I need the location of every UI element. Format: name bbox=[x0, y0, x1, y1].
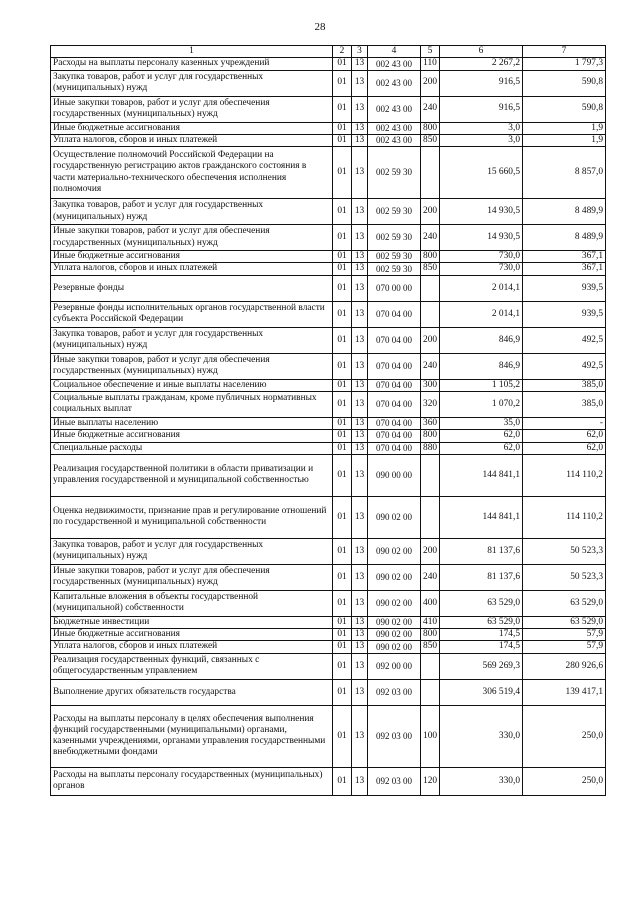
cell-amount-fact: 280 926,6 bbox=[523, 653, 606, 679]
cell-section: 01 bbox=[333, 379, 352, 391]
cell-expense-type: 240 bbox=[421, 353, 440, 379]
cell-amount-fact: 114 110,2 bbox=[523, 454, 606, 496]
cell-subsection: 13 bbox=[352, 454, 368, 496]
cell-expense-type: 200 bbox=[421, 70, 440, 96]
cell-expense-type: 110 bbox=[421, 58, 440, 70]
table-row bbox=[51, 134, 606, 146]
cell-expense-type bbox=[421, 147, 440, 199]
col-header-target-article: 4 bbox=[368, 46, 421, 58]
cell-section: 01 bbox=[333, 122, 352, 134]
cell-amount-fact: 57,9 bbox=[523, 641, 606, 653]
cell-amount-fact: 62,0 bbox=[523, 430, 606, 442]
cell-target-article: 090 02 00 bbox=[368, 496, 421, 538]
cell-target-article: 002 43 00 bbox=[368, 58, 421, 70]
table-row bbox=[51, 442, 606, 454]
cell-amount-plan: 62,0 bbox=[440, 442, 523, 454]
cell-section: 01 bbox=[333, 679, 352, 705]
cell-section: 01 bbox=[333, 417, 352, 429]
cell-amount-fact: 367,1 bbox=[523, 263, 606, 275]
cell-subsection: 13 bbox=[352, 70, 368, 96]
cell-name: Уплата налогов, сборов и иных платежей bbox=[51, 641, 333, 653]
cell-expense-type: 240 bbox=[421, 96, 440, 122]
table-row bbox=[51, 653, 606, 679]
cell-amount-plan: 569 269,3 bbox=[440, 653, 523, 679]
cell-target-article: 002 59 30 bbox=[368, 225, 421, 251]
cell-section: 01 bbox=[333, 327, 352, 353]
cell-amount-fact: 1 797,3 bbox=[523, 58, 606, 70]
cell-target-article: 070 04 00 bbox=[368, 327, 421, 353]
cell-name: Реализация государственных функций, связанных с общегосударственным управлением bbox=[51, 653, 333, 679]
cell-amount-plan: 174,5 bbox=[440, 641, 523, 653]
table-row bbox=[51, 430, 606, 442]
cell-amount-fact: 8 489,9 bbox=[523, 225, 606, 251]
cell-name: Иные бюджетные ассигнования bbox=[51, 629, 333, 641]
cell-expense-type: 850 bbox=[421, 134, 440, 146]
cell-name: Резервные фонды bbox=[51, 275, 333, 301]
cell-target-article: 002 43 00 bbox=[368, 70, 421, 96]
cell-amount-fact: 590,8 bbox=[523, 96, 606, 122]
cell-subsection: 13 bbox=[352, 96, 368, 122]
page-number: 28 bbox=[314, 21, 326, 33]
cell-amount-plan: 174,5 bbox=[440, 629, 523, 641]
cell-target-article: 002 59 30 bbox=[368, 199, 421, 225]
cell-name: Уплата налогов, сборов и иных платежей bbox=[51, 263, 333, 275]
cell-name: Иные закупки товаров, работ и услуг для обеспечения государственных (муниципальных) нужд bbox=[51, 564, 333, 590]
cell-name: Закупка товаров, работ и услуг для государственных (муниципальных) нужд bbox=[51, 70, 333, 96]
table-row bbox=[51, 679, 606, 705]
cell-section: 01 bbox=[333, 301, 352, 327]
col-header-section: 2 bbox=[333, 46, 352, 58]
col-header-name: 1 bbox=[51, 46, 333, 58]
cell-target-article: 092 03 00 bbox=[368, 767, 421, 795]
cell-expense-type: 200 bbox=[421, 538, 440, 564]
cell-subsection: 13 bbox=[352, 442, 368, 454]
cell-name: Социальные выплаты гражданам, кроме публичных нормативных социальных выплат bbox=[51, 391, 333, 417]
cell-name: Капитальные вложения в объекты государственной (муниципальной) собственности bbox=[51, 590, 333, 616]
cell-amount-plan: 2 267,2 bbox=[440, 58, 523, 70]
cell-subsection: 13 bbox=[352, 327, 368, 353]
cell-expense-type bbox=[421, 454, 440, 496]
cell-subsection: 13 bbox=[352, 616, 368, 628]
table-row bbox=[51, 767, 606, 795]
cell-name: Иные бюджетные ассигнования bbox=[51, 122, 333, 134]
cell-target-article: 092 00 00 bbox=[368, 653, 421, 679]
cell-target-article: 090 00 00 bbox=[368, 454, 421, 496]
cell-amount-fact: 62,0 bbox=[523, 442, 606, 454]
cell-expense-type bbox=[421, 653, 440, 679]
cell-section: 01 bbox=[333, 430, 352, 442]
cell-subsection: 13 bbox=[352, 275, 368, 301]
cell-expense-type: 240 bbox=[421, 225, 440, 251]
cell-target-article: 070 04 00 bbox=[368, 379, 421, 391]
cell-target-article: 092 03 00 bbox=[368, 705, 421, 767]
table-row bbox=[51, 705, 606, 767]
cell-subsection: 13 bbox=[352, 496, 368, 538]
cell-amount-plan: 916,5 bbox=[440, 96, 523, 122]
cell-section: 01 bbox=[333, 96, 352, 122]
cell-expense-type: 200 bbox=[421, 327, 440, 353]
cell-amount-fact: 385,0 bbox=[523, 379, 606, 391]
cell-amount-plan: 81 137,6 bbox=[440, 538, 523, 564]
cell-name: Закупка товаров, работ и услуг для государственных (муниципальных) нужд bbox=[51, 327, 333, 353]
cell-target-article: 090 02 00 bbox=[368, 590, 421, 616]
cell-target-article: 070 04 00 bbox=[368, 430, 421, 442]
table-row bbox=[51, 225, 606, 251]
cell-amount-fact: 385,0 bbox=[523, 391, 606, 417]
cell-subsection: 13 bbox=[352, 629, 368, 641]
cell-section: 01 bbox=[333, 538, 352, 564]
cell-name: Иные закупки товаров, работ и услуг для обеспечения государственных (муниципальных) нужд bbox=[51, 96, 333, 122]
cell-subsection: 13 bbox=[352, 225, 368, 251]
header-row bbox=[51, 46, 606, 58]
cell-target-article: 090 02 00 bbox=[368, 616, 421, 628]
cell-target-article: 070 04 00 bbox=[368, 442, 421, 454]
cell-section: 01 bbox=[333, 275, 352, 301]
table-row bbox=[51, 353, 606, 379]
cell-subsection: 13 bbox=[352, 590, 368, 616]
cell-section: 01 bbox=[333, 251, 352, 263]
cell-subsection: 13 bbox=[352, 58, 368, 70]
cell-section: 01 bbox=[333, 225, 352, 251]
cell-section: 01 bbox=[333, 564, 352, 590]
table-row bbox=[51, 391, 606, 417]
cell-section: 01 bbox=[333, 442, 352, 454]
cell-expense-type bbox=[421, 679, 440, 705]
cell-expense-type: 360 bbox=[421, 417, 440, 429]
cell-section: 01 bbox=[333, 70, 352, 96]
table-row bbox=[51, 564, 606, 590]
cell-subsection: 13 bbox=[352, 199, 368, 225]
cell-target-article: 090 02 00 bbox=[368, 538, 421, 564]
budget-table bbox=[50, 45, 606, 796]
cell-expense-type: 850 bbox=[421, 263, 440, 275]
cell-amount-plan: 730,0 bbox=[440, 263, 523, 275]
table-row bbox=[51, 616, 606, 628]
cell-name: Закупка товаров, работ и услуг для государственных (муниципальных) нужд bbox=[51, 538, 333, 564]
cell-expense-type: 800 bbox=[421, 430, 440, 442]
cell-amount-fact: 939,5 bbox=[523, 301, 606, 327]
cell-name: Расходы на выплаты персоналу государственных (муниципальных) органов bbox=[51, 767, 333, 795]
cell-expense-type bbox=[421, 496, 440, 538]
table-row bbox=[51, 263, 606, 275]
cell-amount-plan: 846,9 bbox=[440, 353, 523, 379]
cell-amount-fact: 50 523,3 bbox=[523, 564, 606, 590]
cell-amount-plan: 3,0 bbox=[440, 122, 523, 134]
cell-target-article: 002 59 30 bbox=[368, 251, 421, 263]
cell-subsection: 13 bbox=[352, 251, 368, 263]
cell-amount-plan: 306 519,4 bbox=[440, 679, 523, 705]
cell-subsection: 13 bbox=[352, 379, 368, 391]
cell-amount-fact: 250,0 bbox=[523, 705, 606, 767]
cell-amount-plan: 63 529,0 bbox=[440, 616, 523, 628]
cell-subsection: 13 bbox=[352, 641, 368, 653]
cell-amount-plan: 2 014,1 bbox=[440, 275, 523, 301]
cell-section: 01 bbox=[333, 454, 352, 496]
cell-expense-type: 240 bbox=[421, 564, 440, 590]
cell-subsection: 13 bbox=[352, 653, 368, 679]
table-row bbox=[51, 70, 606, 96]
table-row bbox=[51, 96, 606, 122]
table-row bbox=[51, 251, 606, 263]
cell-amount-fact: 590,8 bbox=[523, 70, 606, 96]
cell-amount-fact: - bbox=[523, 417, 606, 429]
cell-name: Иные закупки товаров, работ и услуг для обеспечения государственных (муниципальных) нужд bbox=[51, 353, 333, 379]
cell-target-article: 092 03 00 bbox=[368, 679, 421, 705]
cell-amount-fact: 492,5 bbox=[523, 327, 606, 353]
cell-subsection: 13 bbox=[352, 147, 368, 199]
cell-amount-plan: 330,0 bbox=[440, 767, 523, 795]
cell-amount-plan: 81 137,6 bbox=[440, 564, 523, 590]
cell-expense-type: 880 bbox=[421, 442, 440, 454]
cell-subsection: 13 bbox=[352, 122, 368, 134]
cell-name: Социальное обеспечение и иные выплаты населению bbox=[51, 379, 333, 391]
cell-subsection: 13 bbox=[352, 767, 368, 795]
col-header-amount-fact: 7 bbox=[523, 46, 606, 58]
cell-subsection: 13 bbox=[352, 391, 368, 417]
cell-name: Иные закупки товаров, работ и услуг для обеспечения государственных (муниципальных) нужд bbox=[51, 225, 333, 251]
cell-name: Расходы на выплаты персоналу в целях обеспечения выполнения функций государственными (муниципальными) органами, казенными учреждениями, органами управления государственными внебюджетными фондами bbox=[51, 705, 333, 767]
table-row bbox=[51, 496, 606, 538]
col-header-expense-type: 5 bbox=[421, 46, 440, 58]
cell-amount-plan: 144 841,1 bbox=[440, 496, 523, 538]
cell-expense-type: 410 bbox=[421, 616, 440, 628]
cell-name: Выполнение других обязательств государства bbox=[51, 679, 333, 705]
cell-target-article: 070 04 00 bbox=[368, 301, 421, 327]
cell-section: 01 bbox=[333, 391, 352, 417]
cell-name: Иные бюджетные ассигнования bbox=[51, 251, 333, 263]
cell-amount-plan: 330,0 bbox=[440, 705, 523, 767]
cell-section: 01 bbox=[333, 353, 352, 379]
cell-target-article: 002 59 30 bbox=[368, 263, 421, 275]
table-row bbox=[51, 122, 606, 134]
cell-amount-plan: 730,0 bbox=[440, 251, 523, 263]
cell-name: Бюджетные инвестиции bbox=[51, 616, 333, 628]
cell-section: 01 bbox=[333, 263, 352, 275]
cell-subsection: 13 bbox=[352, 353, 368, 379]
cell-amount-fact: 250,0 bbox=[523, 767, 606, 795]
table-row bbox=[51, 147, 606, 199]
cell-amount-plan: 846,9 bbox=[440, 327, 523, 353]
cell-name: Расходы на выплаты персоналу казенных учреждений bbox=[51, 58, 333, 70]
col-header-subsection: 3 bbox=[352, 46, 368, 58]
cell-target-article: 070 00 00 bbox=[368, 275, 421, 301]
table-row bbox=[51, 454, 606, 496]
cell-section: 01 bbox=[333, 641, 352, 653]
cell-name: Реализация государственной политики в области приватизации и управления государственной и муниципальной собственностью bbox=[51, 454, 333, 496]
cell-expense-type: 800 bbox=[421, 629, 440, 641]
cell-amount-fact: 50 523,3 bbox=[523, 538, 606, 564]
cell-section: 01 bbox=[333, 616, 352, 628]
cell-amount-fact: 63 529,0 bbox=[523, 616, 606, 628]
cell-subsection: 13 bbox=[352, 263, 368, 275]
cell-section: 01 bbox=[333, 653, 352, 679]
cell-amount-fact: 1,9 bbox=[523, 134, 606, 146]
cell-section: 01 bbox=[333, 767, 352, 795]
cell-target-article: 090 02 00 bbox=[368, 564, 421, 590]
cell-amount-plan: 15 660,5 bbox=[440, 147, 523, 199]
cell-target-article: 002 43 00 bbox=[368, 96, 421, 122]
cell-subsection: 13 bbox=[352, 705, 368, 767]
table-row bbox=[51, 199, 606, 225]
cell-section: 01 bbox=[333, 629, 352, 641]
cell-expense-type: 100 bbox=[421, 705, 440, 767]
cell-amount-fact: 63 529,0 bbox=[523, 590, 606, 616]
cell-amount-fact: 939,5 bbox=[523, 275, 606, 301]
cell-expense-type: 800 bbox=[421, 122, 440, 134]
table-row bbox=[51, 538, 606, 564]
cell-amount-fact: 492,5 bbox=[523, 353, 606, 379]
table-row bbox=[51, 327, 606, 353]
cell-subsection: 13 bbox=[352, 538, 368, 564]
cell-name: Уплата налогов, сборов и иных платежей bbox=[51, 134, 333, 146]
table-row bbox=[51, 590, 606, 616]
cell-section: 01 bbox=[333, 134, 352, 146]
cell-target-article: 090 02 00 bbox=[368, 641, 421, 653]
table-row bbox=[51, 275, 606, 301]
cell-expense-type: 300 bbox=[421, 379, 440, 391]
cell-expense-type: 200 bbox=[421, 199, 440, 225]
cell-target-article: 070 04 00 bbox=[368, 353, 421, 379]
table-row bbox=[51, 301, 606, 327]
cell-target-article: 090 02 00 bbox=[368, 629, 421, 641]
cell-expense-type: 850 bbox=[421, 641, 440, 653]
cell-target-article: 002 59 30 bbox=[368, 147, 421, 199]
cell-amount-plan: 916,5 bbox=[440, 70, 523, 96]
cell-name: Закупка товаров, работ и услуг для государственных (муниципальных) нужд bbox=[51, 199, 333, 225]
cell-expense-type: 120 bbox=[421, 767, 440, 795]
cell-amount-plan: 1 070,2 bbox=[440, 391, 523, 417]
table-row bbox=[51, 58, 606, 70]
cell-amount-plan: 35,0 bbox=[440, 417, 523, 429]
cell-target-article: 002 43 00 bbox=[368, 122, 421, 134]
cell-subsection: 13 bbox=[352, 430, 368, 442]
cell-expense-type bbox=[421, 275, 440, 301]
cell-amount-plan: 2 014,1 bbox=[440, 301, 523, 327]
cell-section: 01 bbox=[333, 705, 352, 767]
cell-amount-fact: 8 857,0 bbox=[523, 147, 606, 199]
table-row bbox=[51, 629, 606, 641]
cell-amount-plan: 62,0 bbox=[440, 430, 523, 442]
cell-target-article: 002 43 00 bbox=[368, 134, 421, 146]
cell-expense-type: 800 bbox=[421, 251, 440, 263]
cell-amount-plan: 14 930,5 bbox=[440, 225, 523, 251]
cell-name: Иные бюджетные ассигнования bbox=[51, 430, 333, 442]
cell-target-article: 070 04 00 bbox=[368, 391, 421, 417]
cell-amount-fact: 367,1 bbox=[523, 251, 606, 263]
cell-subsection: 13 bbox=[352, 564, 368, 590]
cell-subsection: 13 bbox=[352, 679, 368, 705]
cell-amount-plan: 14 930,5 bbox=[440, 199, 523, 225]
cell-section: 01 bbox=[333, 147, 352, 199]
cell-section: 01 bbox=[333, 496, 352, 538]
cell-expense-type: 320 bbox=[421, 391, 440, 417]
cell-amount-plan: 63 529,0 bbox=[440, 590, 523, 616]
cell-subsection: 13 bbox=[352, 417, 368, 429]
cell-amount-fact: 139 417,1 bbox=[523, 679, 606, 705]
cell-name: Специальные расходы bbox=[51, 442, 333, 454]
cell-amount-fact: 1,9 bbox=[523, 122, 606, 134]
cell-section: 01 bbox=[333, 590, 352, 616]
cell-expense-type bbox=[421, 301, 440, 327]
cell-subsection: 13 bbox=[352, 134, 368, 146]
cell-expense-type: 400 bbox=[421, 590, 440, 616]
cell-section: 01 bbox=[333, 199, 352, 225]
cell-amount-fact: 8 489,9 bbox=[523, 199, 606, 225]
cell-amount-fact: 57,9 bbox=[523, 629, 606, 641]
cell-name: Оценка недвижимости, признание прав и регулирование отношений по государственной и муниципальной собственности bbox=[51, 496, 333, 538]
cell-amount-plan: 1 105,2 bbox=[440, 379, 523, 391]
cell-subsection: 13 bbox=[352, 301, 368, 327]
cell-target-article: 070 04 00 bbox=[368, 417, 421, 429]
cell-section: 01 bbox=[333, 58, 352, 70]
table-row bbox=[51, 641, 606, 653]
col-header-amount-plan: 6 bbox=[440, 46, 523, 58]
cell-name: Резервные фонды исполнительных органов государственной власти субъекта Российской Федерации bbox=[51, 301, 333, 327]
cell-amount-plan: 3,0 bbox=[440, 134, 523, 146]
cell-amount-plan: 144 841,1 bbox=[440, 454, 523, 496]
cell-name: Осуществление полномочий Российской Федерации на государственную регистрацию актов гражданского состояния в части материально-технического обеспечения исполнения полномочия bbox=[51, 147, 333, 199]
table-row bbox=[51, 417, 606, 429]
cell-name: Иные выплаты населению bbox=[51, 417, 333, 429]
cell-amount-fact: 114 110,2 bbox=[523, 496, 606, 538]
table-row bbox=[51, 379, 606, 391]
